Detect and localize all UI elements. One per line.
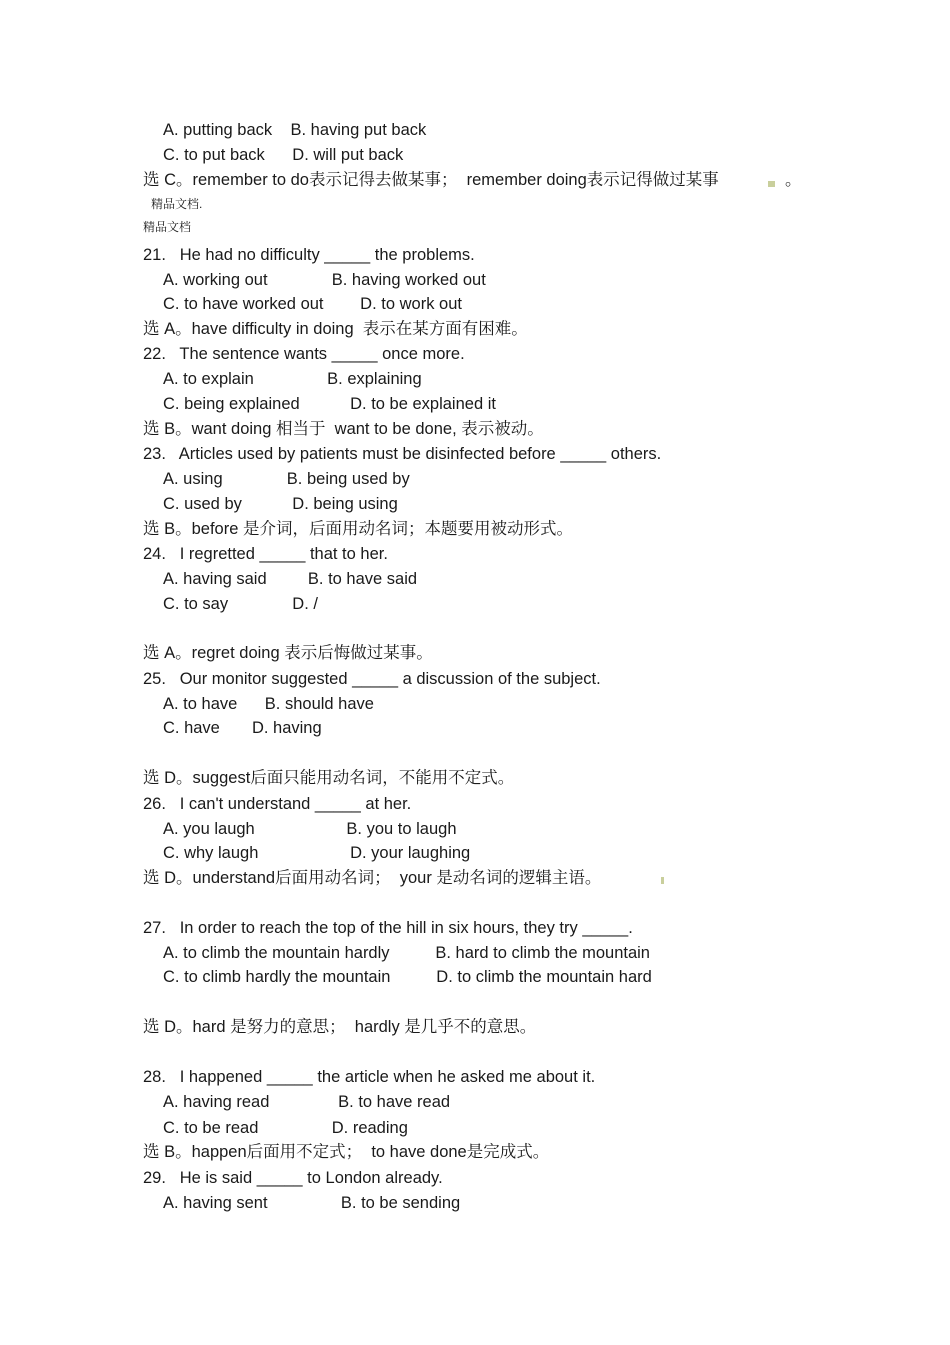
watermark-text: 精品文档. <box>151 197 203 211</box>
option-line: C. to say D. / <box>163 595 318 613</box>
option-line: A. to explain B. explaining <box>163 370 422 388</box>
option-line: A. putting back B. having put back <box>163 121 427 139</box>
option-line: A. having said B. to have said <box>163 570 418 588</box>
question-line: 25. Our monitor suggested _____ a discussion of the subject. <box>143 670 601 688</box>
answer-line: 选 A。regret doing 表示后悔做过某事。 <box>143 644 433 662</box>
question-line: 28. I happened _____ the article when he asked me about it. <box>143 1068 596 1086</box>
answer-tail: 。 <box>785 171 802 189</box>
option-line: C. to put back D. will put back <box>163 146 404 164</box>
question-line: 26. I can't understand _____ at her. <box>143 795 412 813</box>
option-line: A. to climb the mountain hardly B. hard to climb the mountain <box>163 944 650 962</box>
question-line: 24. I regretted _____ that to her. <box>143 545 388 563</box>
question-line: 21. He had no difficulty _____ the problems. <box>143 246 475 264</box>
answer-line: 选 A。have difficulty in doing 表示在某方面有困难。 <box>143 320 528 338</box>
answer-line: 选 D。understand后面用动名词； your 是动名词的逻辑主语。 <box>143 869 602 887</box>
option-line: A. having sent B. to be sending <box>163 1194 461 1212</box>
answer-line: 选 C。remember to do表示记得去做某事； remember doing表示记得做过某事 <box>143 171 719 189</box>
option-line: C. why laugh D. your laughing <box>163 844 471 862</box>
option-line: A. to have B. should have <box>163 695 374 713</box>
answer-line: 选 D。suggest后面只能用动名词，不能用不定式。 <box>143 769 515 787</box>
answer-line: 选 B。happen后面用不定式； to have done是完成式。 <box>143 1143 550 1161</box>
answer-line: 选 B。want doing 相当于 want to be done, 表示被动。 <box>143 420 544 438</box>
highlight-mark <box>661 877 664 884</box>
option-line: C. to be read D. reading <box>163 1119 408 1137</box>
option-line: C. have D. having <box>163 719 322 737</box>
option-line: C. to have worked out D. to work out <box>163 295 462 313</box>
question-line: 29. He is said _____ to London already. <box>143 1169 443 1187</box>
answer-line: 选 D。hard 是努力的意思； hardly 是几乎不的意思。 <box>143 1018 537 1036</box>
option-line: C. used by D. being using <box>163 495 398 513</box>
highlight-mark <box>768 181 775 187</box>
question-line: 22. The sentence wants _____ once more. <box>143 345 465 363</box>
watermark-text: 精品文档 <box>143 220 192 234</box>
option-line: A. you laugh B. you to laugh <box>163 820 457 838</box>
question-line: 23. Articles used by patients must be disinfected before _____ others. <box>143 445 662 463</box>
option-line: A. using B. being used by <box>163 470 410 488</box>
answer-line: 选 B。before 是介词，后面用动名词；本题要用被动形式。 <box>143 520 573 538</box>
option-line: A. having read B. to have read <box>163 1093 451 1111</box>
option-line: A. working out B. having worked out <box>163 271 486 289</box>
question-line: 27. In order to reach the top of the hill in six hours, they try _____. <box>143 919 633 937</box>
option-line: C. being explained D. to be explained it <box>163 395 496 413</box>
option-line: C. to climb hardly the mountain D. to climb the mountain hard <box>163 968 652 986</box>
